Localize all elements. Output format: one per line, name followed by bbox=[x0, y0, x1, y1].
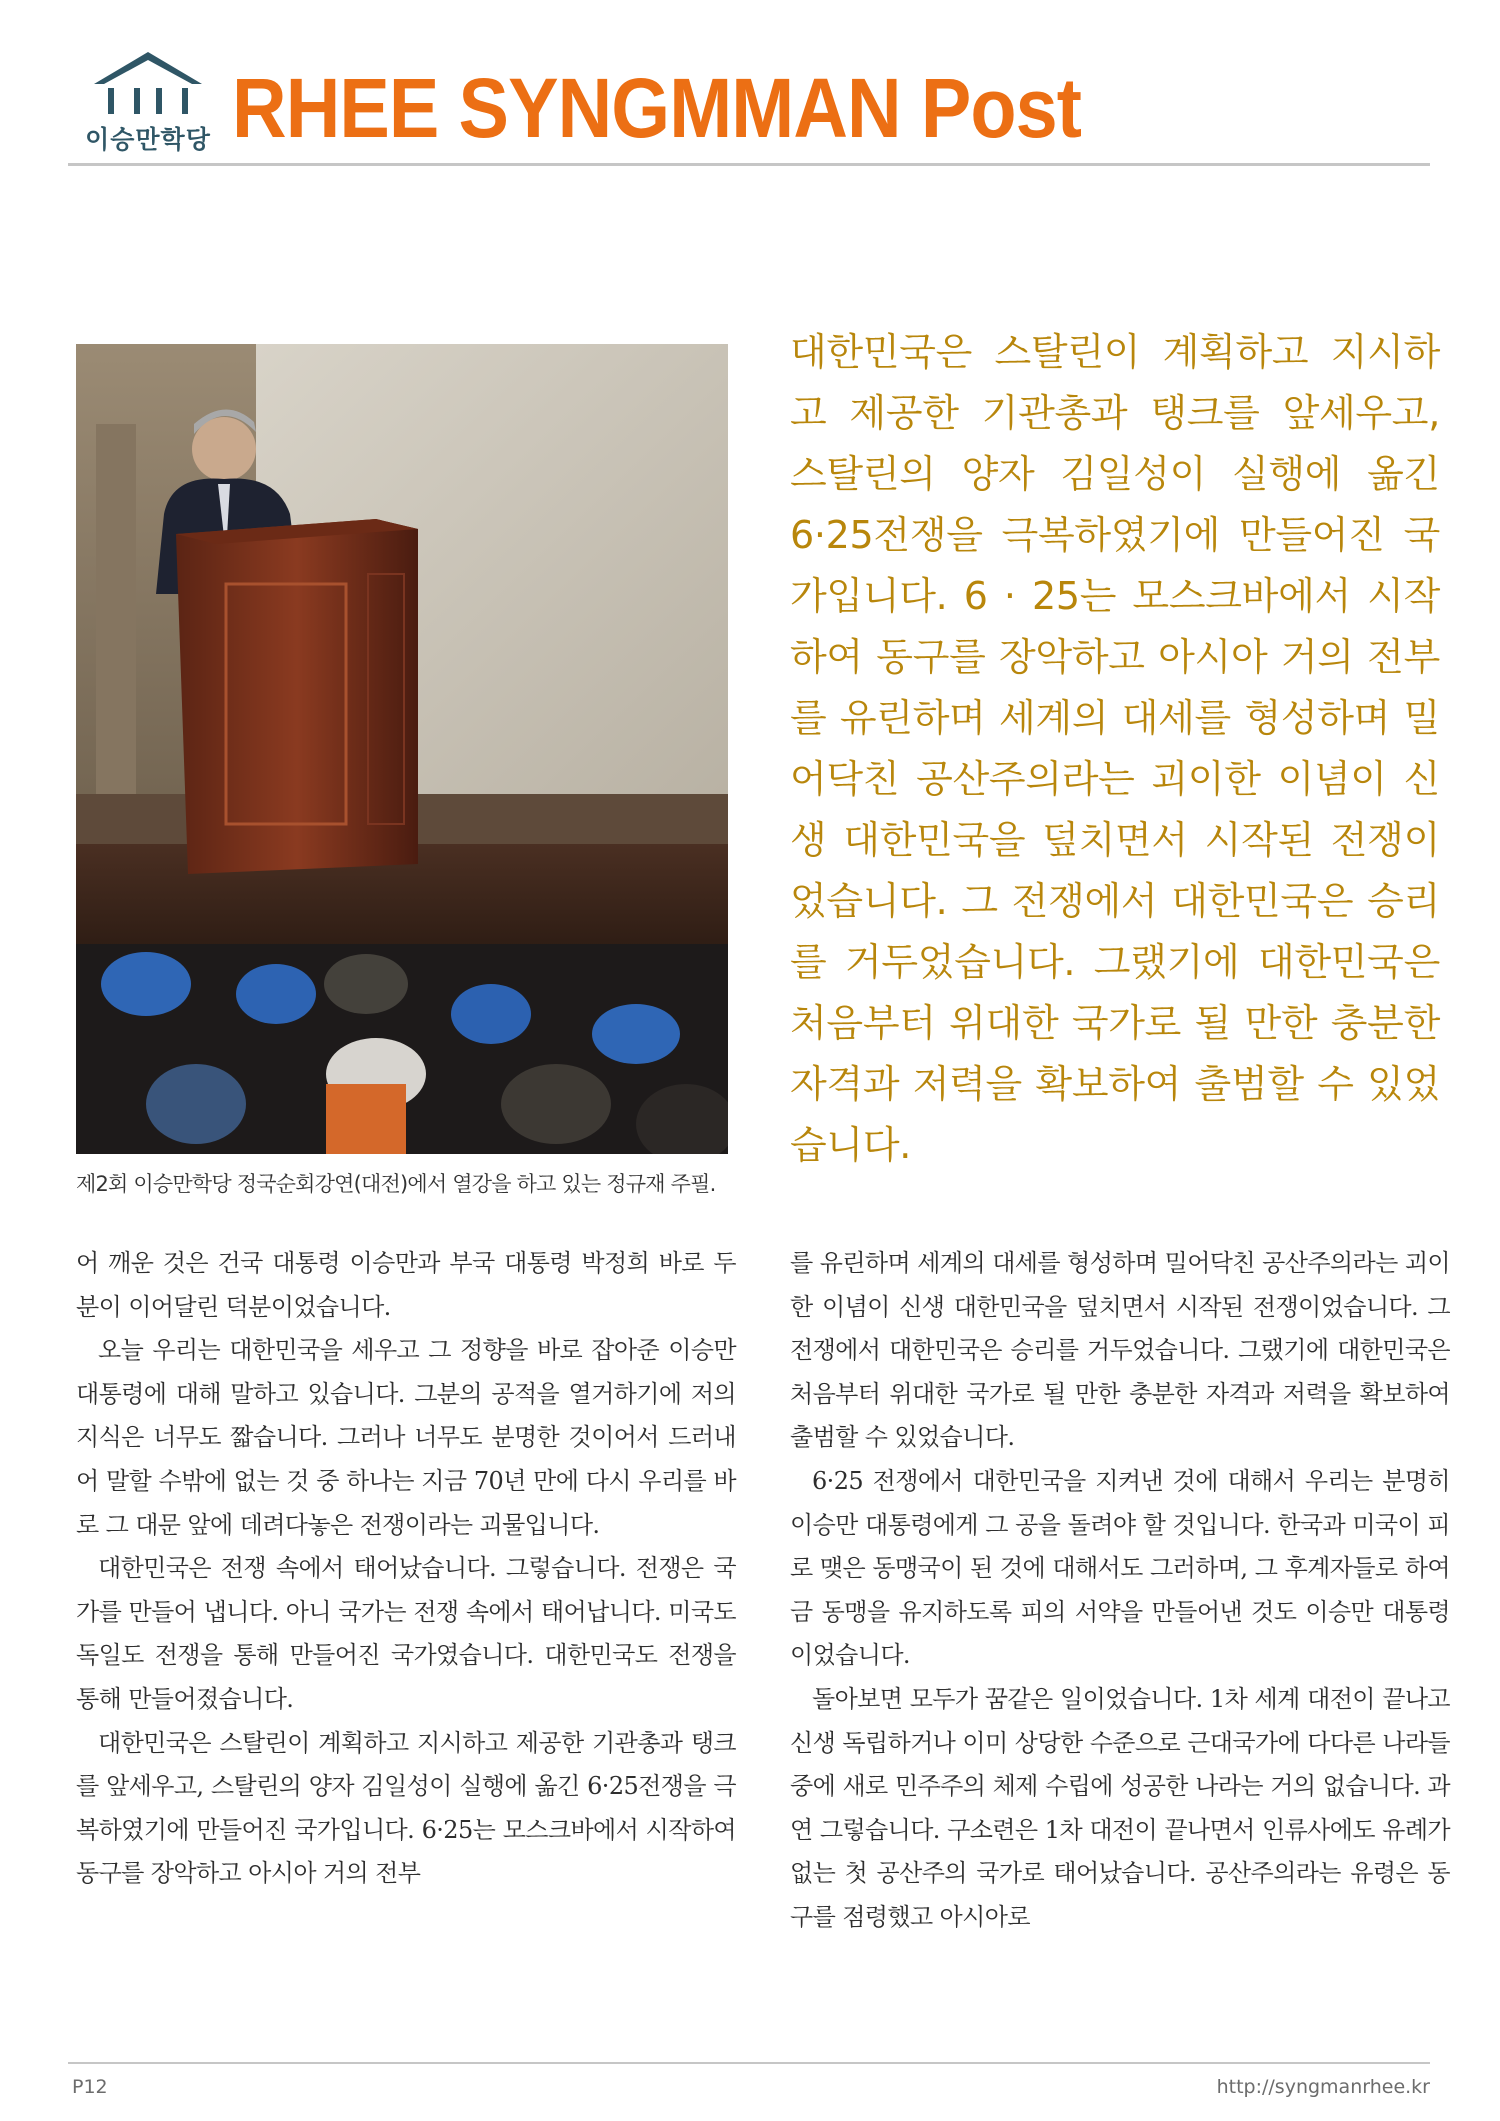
right-column bbox=[790, 1242, 1450, 1940]
photo-caption: 제2회 이승만학당 정국순회강연(대전)에서 열강을 하고 있는 정규재 주필. bbox=[76, 1172, 716, 1196]
page-number: P12 bbox=[72, 2076, 108, 2098]
academy-logo bbox=[68, 48, 228, 158]
paragraph: 돌아보면 모두가 꿈같은 일이었습니다. 1차 세계 대전이 끝나고 신생 독립하거나 이미 상당한 수준으로 근대국가에 다다른 나라들 중에 새로 민주주의 체제 수립에 성공한 나라는 거의 없습니다. 과연 그렇습니다. 구소련은 1차 대전이 끝나면서 인류사에도 유례가 없는 첫 공산주의 국가로 태어났습니다. 공산주의라는 유령은 동구를 점령했고 아시아로 bbox=[790, 1684, 1450, 1931]
pull-quote: 대한민국은 스탈린이 계획하고 지시하고 제공한 기관총과 탱크를 앞세우고, 스탈린의 양자 김일성이 실행에 옮긴 6·25전쟁을 극복하였기에 만들어진 국가입니다. 6 · 25는 모스크바에서 시작하여 동구를 장악하고 아시아 거의 전부를 유린하며 세계의 대세를 형성하며 밀어닥친 공산주의라는 괴이한 이념이 신생 대한민국을 덮치면서 시작된 전쟁이었습니다. 그 전쟁에서 대한민국은 승리를 거두었습니다. 그랬기에 대한민국은 처음부터 위대한 국가로 될 만한 충분한 자격과 저력을 확보하여 출범할 수 있었습니다. bbox=[790, 330, 1440, 1167]
footer-divider bbox=[68, 2062, 1430, 2064]
paragraph: 어 깨운 것은 건국 대통령 이승만과 부국 대통령 박정희 바로 두 분이 이어달린 덕분이었습니다. bbox=[76, 1249, 736, 1321]
paragraph: 대한민국은 전쟁 속에서 태어났습니다. 그렇습니다. 전쟁은 국가를 만들어 냅니다. 아니 국가는 전쟁 속에서 태어납니다. 미국도 독일도 전쟁을 통해 만들어진 국가였습니다. 대한민국도 전쟁을 통해 만들어졌습니다. bbox=[76, 1554, 736, 1713]
paragraph: 6·25 전쟁에서 대한민국을 지켜낸 것에 대해서 우리는 분명히 이승만 대통령에게 그 공을 돌려야 할 것입니다. 한국과 미국이 피로 맺은 동맹국이 된 것에 대해서도 그러하며, 그 후계자들로 하여금 동맹을 유지하도록 피의 서약을 만들어낸 것도 이승만 대통령이었습니다. bbox=[790, 1466, 1450, 1670]
publication-title: RHEE SYNGMMAN Post bbox=[232, 61, 1082, 155]
paragraph: 오늘 우리는 대한민국을 세우고 그 정향을 바로 잡아준 이승만 대통령에 대해 말하고 있습니다. 그분의 공적을 열거하기에 저의 지식은 너무도 짧습니다. 그러나 너무도 분명한 것이어서 드러내어 말할 수밖에 없는 것 중 하나는 지금 70년 만에 다시 우리를 바로 그 대문 앞에 데려다놓은 전쟁이라는 괴물입니다. bbox=[76, 1336, 736, 1539]
house-icon bbox=[90, 48, 206, 120]
header-divider bbox=[68, 163, 1430, 166]
paragraph: 대한민국은 스탈린이 계획하고 지시하고 제공한 기관총과 탱크를 앞세우고, 스탈린의 양자 김일성이 실행에 옮긴 6·25전쟁을 극복하였기에 만들어진 국가입니다. 6·25는 모스크바에서 시작하여 동구를 장악하고 아시아 거의 전부 bbox=[76, 1728, 736, 1888]
lecture-photo bbox=[76, 344, 728, 1154]
logo-text: 이승만학당 bbox=[85, 125, 211, 154]
left-column bbox=[76, 1242, 736, 1896]
paragraph: 를 유린하며 세계의 대세를 형성하며 밀어닥친 공산주의라는 괴이한 이념이 신생 대한민국을 덮치면서 시작된 전쟁이었습니다. 그 전쟁에서 대한민국은 승리를 거두었습니다. 그랬기에 대한민국은 처음부터 위대한 국가로 될 만한 충분한 자격과 저력을 확보하여 출범할 수 있었습니다. bbox=[790, 1249, 1450, 1452]
website-url: http://syngmanrhee.kr bbox=[1216, 2076, 1430, 2098]
